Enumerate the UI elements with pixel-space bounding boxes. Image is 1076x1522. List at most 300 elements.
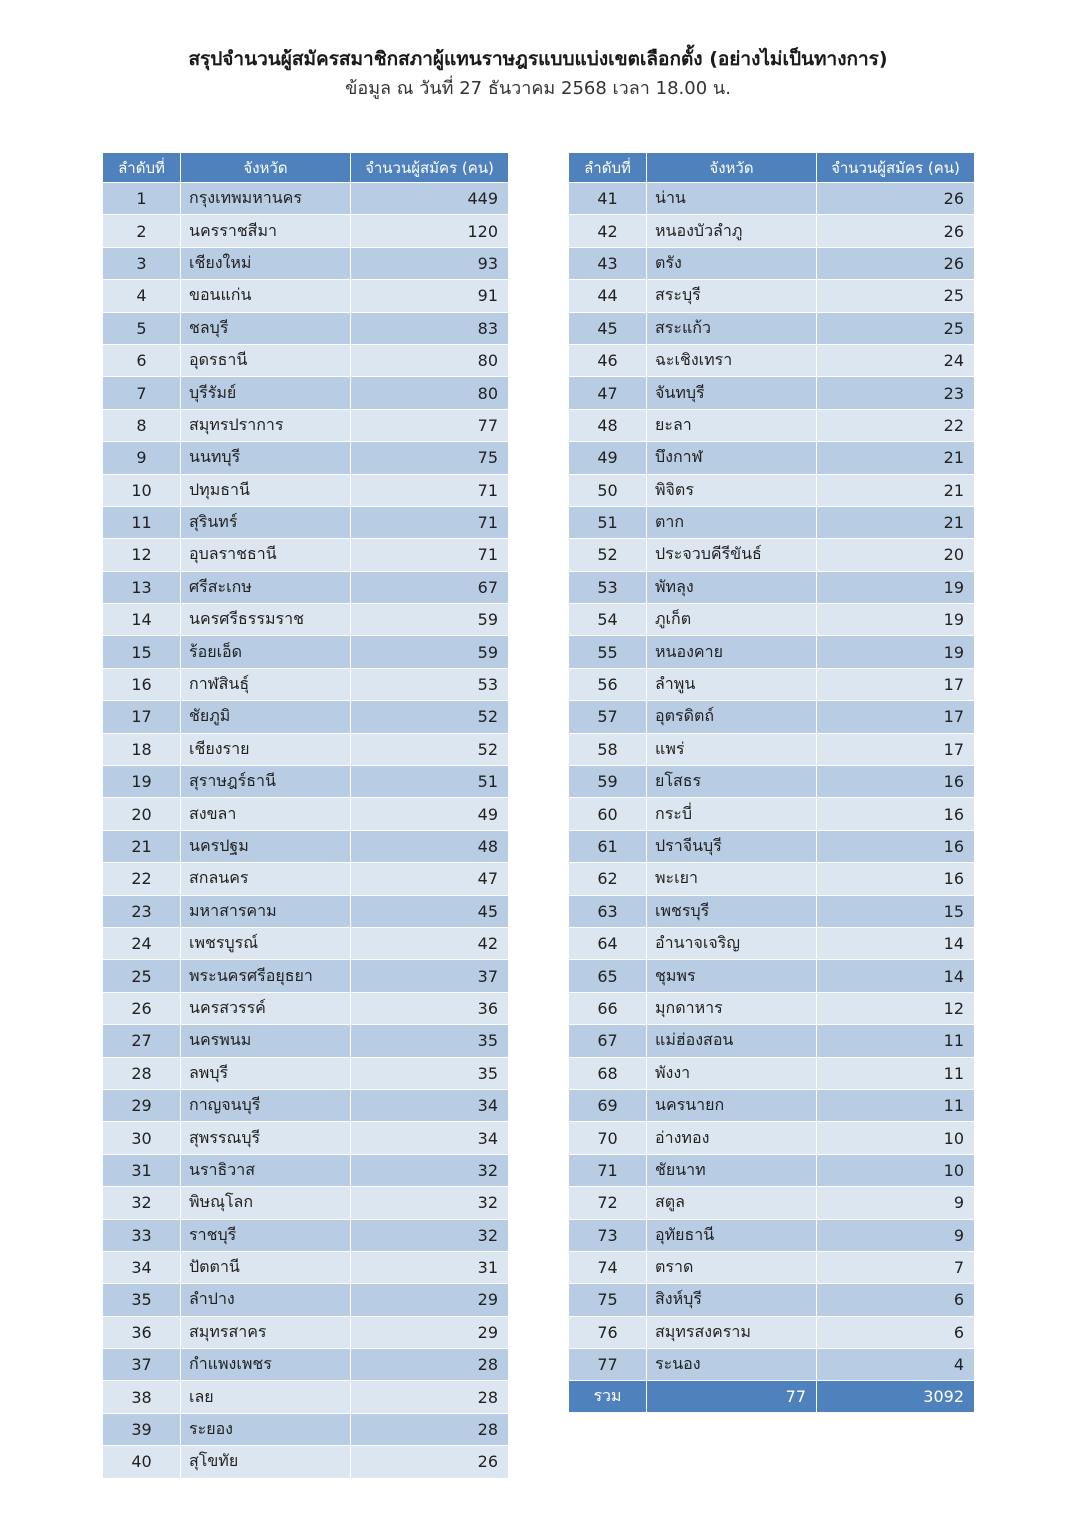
count-cell: 25 — [817, 280, 975, 312]
province-cell: พิจิตร — [647, 474, 817, 506]
rank-cell: 74 — [569, 1251, 647, 1283]
table-row — [569, 474, 975, 506]
table-row — [103, 1446, 509, 1478]
province-cell: บุรีรัมย์ — [181, 377, 351, 409]
count-cell: 29 — [351, 1284, 509, 1316]
count-cell: 67 — [351, 571, 509, 603]
rank-cell: 67 — [569, 1025, 647, 1057]
table-row — [103, 1187, 509, 1219]
table-row — [569, 442, 975, 474]
count-cell: 28 — [351, 1381, 509, 1413]
rank-cell: 3 — [103, 247, 181, 279]
province-cell: ระนอง — [647, 1349, 817, 1381]
table-row — [569, 215, 975, 247]
table-row — [103, 506, 509, 538]
count-cell: 26 — [817, 247, 975, 279]
count-cell: 83 — [351, 312, 509, 344]
table-header-row — [103, 153, 509, 183]
rank-cell: 26 — [103, 992, 181, 1024]
count-cell: 19 — [817, 636, 975, 668]
table-row — [569, 280, 975, 312]
table-row — [569, 1057, 975, 1089]
province-cell: ปทุมธานี — [181, 474, 351, 506]
rank-cell: 68 — [569, 1057, 647, 1089]
page-title: สรุปจำนวนผู้สมัครสมาชิกสภาผู้แทนราษฎรแบบแบ่งเขตเลือกตั้ง (อย่างไม่เป็นทางการ) — [188, 48, 888, 70]
count-cell: 24 — [817, 344, 975, 376]
table-row — [103, 1349, 509, 1381]
province-cell: ลำปาง — [181, 1284, 351, 1316]
rank-cell: 41 — [569, 183, 647, 215]
province-cell: ชัยนาท — [647, 1154, 817, 1186]
rank-cell: 4 — [103, 280, 181, 312]
count-cell: 11 — [817, 1025, 975, 1057]
province-cell: นนทบุรี — [181, 442, 351, 474]
rank-cell: 39 — [103, 1413, 181, 1445]
rank-cell: 49 — [569, 442, 647, 474]
province-cell: อุตรดิตถ์ — [647, 701, 817, 733]
rank-cell: 45 — [569, 312, 647, 344]
table-row — [569, 1349, 975, 1381]
count-cell: 29 — [351, 1316, 509, 1348]
table-row — [569, 604, 975, 636]
rank-cell: 8 — [103, 409, 181, 441]
table-row — [103, 830, 509, 862]
province-cell: พังงา — [647, 1057, 817, 1089]
table-row — [103, 766, 509, 798]
rank-cell: 70 — [569, 1122, 647, 1154]
rank-cell: 55 — [569, 636, 647, 668]
province-cell: ยะลา — [647, 409, 817, 441]
table-row — [103, 1413, 509, 1445]
rank-cell: 34 — [103, 1251, 181, 1283]
rank-cell: 20 — [103, 798, 181, 830]
column-header-count: จำนวนผู้สมัคร (คน) — [817, 153, 975, 183]
province-cell: ตราด — [647, 1251, 817, 1283]
province-cell: นครพนม — [181, 1025, 351, 1057]
table-row — [103, 668, 509, 700]
rank-cell: 15 — [103, 636, 181, 668]
table-row — [569, 1284, 975, 1316]
count-cell: 26 — [817, 183, 975, 215]
province-cell: สุราษฎร์ธานี — [181, 766, 351, 798]
province-cell: ภูเก็ต — [647, 604, 817, 636]
count-cell: 48 — [351, 830, 509, 862]
rank-cell: 57 — [569, 701, 647, 733]
rank-cell: 21 — [103, 830, 181, 862]
table-row — [569, 960, 975, 992]
province-cell: สุพรรณบุรี — [181, 1122, 351, 1154]
province-cell: เลย — [181, 1381, 351, 1413]
rank-cell: 31 — [103, 1154, 181, 1186]
province-cell: นราธิวาส — [181, 1154, 351, 1186]
province-cell: นครศรีธรรมราช — [181, 604, 351, 636]
rank-cell: 42 — [569, 215, 647, 247]
province-cell: ปัตตานี — [181, 1251, 351, 1283]
rank-cell: 61 — [569, 830, 647, 862]
count-cell: 80 — [351, 377, 509, 409]
province-cell: แม่ฮ่องสอน — [647, 1025, 817, 1057]
column-header-rank: ลำดับที่ — [569, 153, 647, 183]
count-cell: 16 — [817, 863, 975, 895]
table-row — [569, 766, 975, 798]
table-row — [103, 215, 509, 247]
rank-cell: 12 — [103, 539, 181, 571]
table-row — [103, 1219, 509, 1251]
table-row — [569, 1154, 975, 1186]
table-row — [569, 733, 975, 765]
rank-cell: 46 — [569, 344, 647, 376]
province-cell: อำนาจเจริญ — [647, 927, 817, 959]
rank-cell: 30 — [103, 1122, 181, 1154]
count-cell: 449 — [351, 183, 509, 215]
province-cell: ราชบุรี — [181, 1219, 351, 1251]
count-cell: 14 — [817, 927, 975, 959]
rank-cell: 24 — [103, 927, 181, 959]
count-cell: 91 — [351, 280, 509, 312]
count-cell: 31 — [351, 1251, 509, 1283]
count-cell: 4 — [817, 1349, 975, 1381]
count-cell: 59 — [351, 604, 509, 636]
province-cell: อุดรธานี — [181, 344, 351, 376]
rank-cell: 36 — [103, 1316, 181, 1348]
rank-cell: 71 — [569, 1154, 647, 1186]
table-row — [569, 539, 975, 571]
count-cell: 11 — [817, 1089, 975, 1121]
count-cell: 59 — [351, 636, 509, 668]
table-row — [569, 895, 975, 927]
count-cell: 17 — [817, 668, 975, 700]
province-cell: ชุมพร — [647, 960, 817, 992]
rank-cell: 33 — [103, 1219, 181, 1251]
table-row — [569, 863, 975, 895]
rank-cell: 56 — [569, 668, 647, 700]
rank-cell: 54 — [569, 604, 647, 636]
province-cell: ประจวบคีรีขันธ์ — [647, 539, 817, 571]
count-cell: 21 — [817, 442, 975, 474]
rank-cell: 62 — [569, 863, 647, 895]
province-cell: ฉะเชิงเทรา — [647, 344, 817, 376]
count-cell: 16 — [817, 798, 975, 830]
total-row — [569, 1381, 975, 1413]
province-cell: สระแก้ว — [647, 312, 817, 344]
province-cell: ชัยภูมิ — [181, 701, 351, 733]
count-cell: 26 — [351, 1446, 509, 1478]
table-row — [569, 183, 975, 215]
rank-cell: 50 — [569, 474, 647, 506]
province-cell: เชียงราย — [181, 733, 351, 765]
table-body-right — [569, 183, 975, 1381]
rank-cell: 9 — [103, 442, 181, 474]
province-cell: มหาสารคาม — [181, 895, 351, 927]
province-cell: นครนายก — [647, 1089, 817, 1121]
province-cell: กระบี่ — [647, 798, 817, 830]
count-cell: 71 — [351, 539, 509, 571]
table-row — [103, 1251, 509, 1283]
count-cell: 20 — [817, 539, 975, 571]
count-cell: 19 — [817, 571, 975, 603]
table-row — [569, 1025, 975, 1057]
rank-cell: 37 — [103, 1349, 181, 1381]
table-row — [569, 409, 975, 441]
count-cell: 23 — [817, 377, 975, 409]
count-cell: 9 — [817, 1219, 975, 1251]
rank-cell: 64 — [569, 927, 647, 959]
count-cell: 21 — [817, 506, 975, 538]
rank-cell: 28 — [103, 1057, 181, 1089]
province-cell: ศรีสะเกษ — [181, 571, 351, 603]
province-cell: เพชรบุรี — [647, 895, 817, 927]
table-row — [103, 1284, 509, 1316]
rank-cell: 17 — [103, 701, 181, 733]
rank-cell: 40 — [103, 1446, 181, 1478]
rank-cell: 58 — [569, 733, 647, 765]
table-row — [103, 604, 509, 636]
rank-cell: 11 — [103, 506, 181, 538]
table-row — [103, 1316, 509, 1348]
province-cell: หนองบัวลำภู — [647, 215, 817, 247]
count-cell: 14 — [817, 960, 975, 992]
province-cell: จันทบุรี — [647, 377, 817, 409]
province-cell: ลำพูน — [647, 668, 817, 700]
province-cell: สุรินทร์ — [181, 506, 351, 538]
count-cell: 42 — [351, 927, 509, 959]
rank-cell: 47 — [569, 377, 647, 409]
total-label: รวม — [569, 1381, 647, 1413]
province-cell: สมุทรสาคร — [181, 1316, 351, 1348]
province-cell: สุโขทัย — [181, 1446, 351, 1478]
table-row — [103, 636, 509, 668]
column-header-rank: ลำดับที่ — [103, 153, 181, 183]
table-row — [103, 571, 509, 603]
rank-cell: 52 — [569, 539, 647, 571]
province-cell: ตรัง — [647, 247, 817, 279]
rank-cell: 10 — [103, 474, 181, 506]
count-cell: 45 — [351, 895, 509, 927]
count-cell: 7 — [817, 1251, 975, 1283]
rank-cell: 6 — [103, 344, 181, 376]
table-row — [103, 1154, 509, 1186]
rank-cell: 76 — [569, 1316, 647, 1348]
table-row — [569, 506, 975, 538]
province-cell: นครปฐม — [181, 830, 351, 862]
candidates-table-right — [568, 152, 975, 1413]
count-cell: 17 — [817, 733, 975, 765]
count-cell: 21 — [817, 474, 975, 506]
count-cell: 53 — [351, 668, 509, 700]
province-cell: กำแพงเพชร — [181, 1349, 351, 1381]
rank-cell: 23 — [103, 895, 181, 927]
rank-cell: 29 — [103, 1089, 181, 1121]
count-cell: 51 — [351, 766, 509, 798]
table-row — [103, 701, 509, 733]
rank-cell: 1 — [103, 183, 181, 215]
count-cell: 19 — [817, 604, 975, 636]
province-cell: พระนครศรีอยุธยา — [181, 960, 351, 992]
table-row — [103, 344, 509, 376]
rank-cell: 18 — [103, 733, 181, 765]
table-row — [569, 571, 975, 603]
rank-cell: 25 — [103, 960, 181, 992]
count-cell: 34 — [351, 1089, 509, 1121]
table-row — [103, 1057, 509, 1089]
table-row — [103, 474, 509, 506]
table-row — [569, 830, 975, 862]
province-cell: พิษณุโลก — [181, 1187, 351, 1219]
province-cell: กรุงเทพมหานคร — [181, 183, 351, 215]
count-cell: 25 — [817, 312, 975, 344]
count-cell: 34 — [351, 1122, 509, 1154]
table-header-row — [569, 153, 975, 183]
province-cell: เพชรบูรณ์ — [181, 927, 351, 959]
count-cell: 9 — [817, 1187, 975, 1219]
province-cell: ยโสธร — [647, 766, 817, 798]
column-header-province: จังหวัด — [647, 153, 817, 183]
province-cell: อ่างทอง — [647, 1122, 817, 1154]
table-row — [103, 1025, 509, 1057]
count-cell: 10 — [817, 1122, 975, 1154]
province-cell: พัทลุง — [647, 571, 817, 603]
page-subtitle: ข้อมูล ณ วันที่ 27 ธันวาคม 2568 เวลา 18.00 น. — [345, 78, 731, 99]
table-row — [103, 992, 509, 1024]
table-row — [569, 1122, 975, 1154]
province-cell: กาฬสินธุ์ — [181, 668, 351, 700]
province-cell: ตาก — [647, 506, 817, 538]
count-cell: 120 — [351, 215, 509, 247]
rank-cell: 2 — [103, 215, 181, 247]
column-header-count: จำนวนผู้สมัคร (คน) — [351, 153, 509, 183]
rank-cell: 73 — [569, 1219, 647, 1251]
table-row — [569, 668, 975, 700]
rank-cell: 35 — [103, 1284, 181, 1316]
province-cell: สมุทรสงคราม — [647, 1316, 817, 1348]
count-cell: 17 — [817, 701, 975, 733]
count-cell: 93 — [351, 247, 509, 279]
count-cell: 47 — [351, 863, 509, 895]
column-header-province: จังหวัด — [181, 153, 351, 183]
count-cell: 6 — [817, 1316, 975, 1348]
count-cell: 52 — [351, 733, 509, 765]
table-row — [569, 1187, 975, 1219]
candidates-table-left — [102, 152, 509, 1479]
count-cell: 35 — [351, 1025, 509, 1057]
rank-cell: 63 — [569, 895, 647, 927]
count-cell: 26 — [817, 215, 975, 247]
table-row — [103, 312, 509, 344]
table-row — [569, 701, 975, 733]
province-cell: แพร่ — [647, 733, 817, 765]
table-row — [569, 1316, 975, 1348]
count-cell: 11 — [817, 1057, 975, 1089]
province-cell: ปราจีนบุรี — [647, 830, 817, 862]
rank-cell: 19 — [103, 766, 181, 798]
rank-cell: 7 — [103, 377, 181, 409]
count-cell: 6 — [817, 1284, 975, 1316]
rank-cell: 38 — [103, 1381, 181, 1413]
count-cell: 32 — [351, 1187, 509, 1219]
table-row — [569, 992, 975, 1024]
province-cell: หนองคาย — [647, 636, 817, 668]
rank-cell: 77 — [569, 1349, 647, 1381]
rank-cell: 75 — [569, 1284, 647, 1316]
count-cell: 32 — [351, 1219, 509, 1251]
count-cell: 28 — [351, 1413, 509, 1445]
count-cell: 22 — [817, 409, 975, 441]
total-provinces: 77 — [647, 1381, 817, 1413]
table-row — [103, 442, 509, 474]
table-row — [103, 960, 509, 992]
count-cell: 52 — [351, 701, 509, 733]
table-row — [103, 863, 509, 895]
rank-cell: 60 — [569, 798, 647, 830]
count-cell: 16 — [817, 830, 975, 862]
province-cell: ชลบุรี — [181, 312, 351, 344]
table-row — [569, 377, 975, 409]
rank-cell: 53 — [569, 571, 647, 603]
table-row — [569, 636, 975, 668]
rank-cell: 22 — [103, 863, 181, 895]
rank-cell: 5 — [103, 312, 181, 344]
count-cell: 16 — [817, 766, 975, 798]
table-row — [103, 798, 509, 830]
table-row — [569, 1089, 975, 1121]
count-cell: 36 — [351, 992, 509, 1024]
province-cell: สมุทรปราการ — [181, 409, 351, 441]
province-cell: สงขลา — [181, 798, 351, 830]
count-cell: 49 — [351, 798, 509, 830]
count-cell: 15 — [817, 895, 975, 927]
province-cell: อุทัยธานี — [647, 1219, 817, 1251]
count-cell: 71 — [351, 506, 509, 538]
province-cell: นครสวรรค์ — [181, 992, 351, 1024]
count-cell: 71 — [351, 474, 509, 506]
rank-cell: 59 — [569, 766, 647, 798]
table-row — [103, 247, 509, 279]
table-row — [103, 409, 509, 441]
rank-cell: 32 — [103, 1187, 181, 1219]
rank-cell: 66 — [569, 992, 647, 1024]
table-row — [103, 539, 509, 571]
rank-cell: 72 — [569, 1187, 647, 1219]
table-row — [569, 312, 975, 344]
table-row — [103, 280, 509, 312]
province-cell: น่าน — [647, 183, 817, 215]
province-cell: ร้อยเอ็ด — [181, 636, 351, 668]
count-cell: 35 — [351, 1057, 509, 1089]
rank-cell: 16 — [103, 668, 181, 700]
province-cell: สตูล — [647, 1187, 817, 1219]
table-row — [103, 895, 509, 927]
total-candidates: 3092 — [817, 1381, 975, 1413]
table-row — [569, 927, 975, 959]
count-cell: 12 — [817, 992, 975, 1024]
count-cell: 80 — [351, 344, 509, 376]
table-row — [569, 1251, 975, 1283]
table-row — [103, 927, 509, 959]
rank-cell: 69 — [569, 1089, 647, 1121]
count-cell: 32 — [351, 1154, 509, 1186]
province-cell: ลพบุรี — [181, 1057, 351, 1089]
province-cell: ขอนแก่น — [181, 280, 351, 312]
rank-cell: 43 — [569, 247, 647, 279]
table-row — [103, 1381, 509, 1413]
count-cell: 77 — [351, 409, 509, 441]
province-cell: เชียงใหม่ — [181, 247, 351, 279]
page-header — [0, 44, 1076, 104]
province-cell: บึงกาฬ — [647, 442, 817, 474]
rank-cell: 48 — [569, 409, 647, 441]
rank-cell: 13 — [103, 571, 181, 603]
count-cell: 10 — [817, 1154, 975, 1186]
